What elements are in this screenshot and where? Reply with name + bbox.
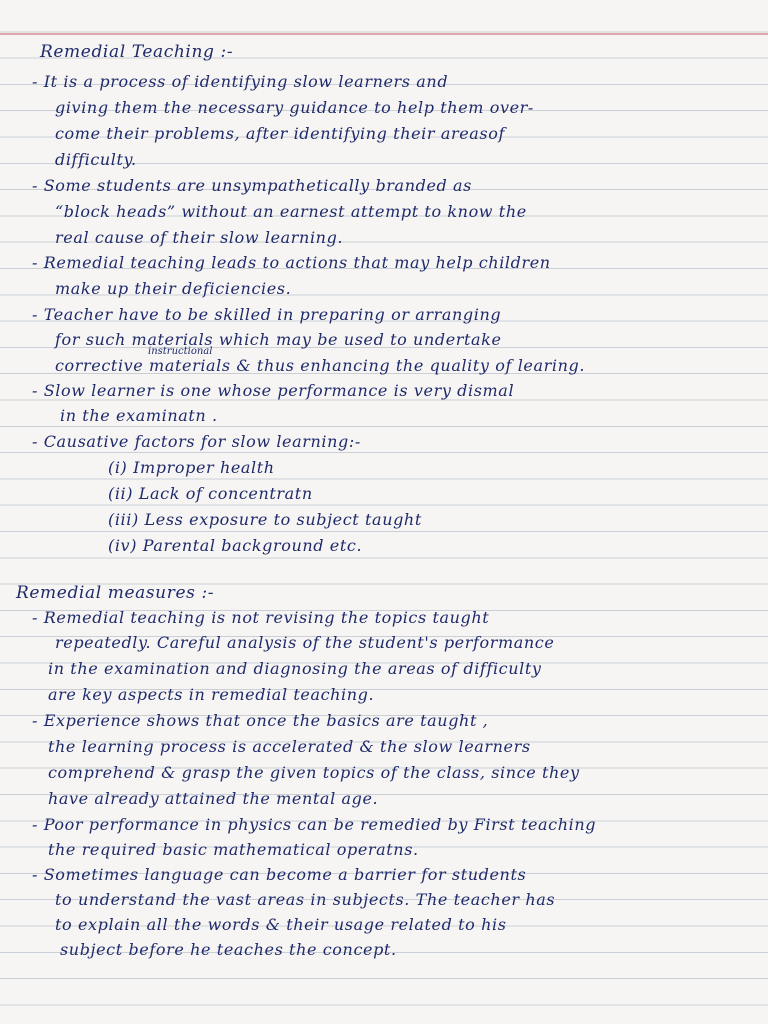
text-line: in the examination and diagnosing the areas of difficulty — [48, 659, 542, 678]
text-line: difficulty. — [55, 150, 137, 169]
text-line: make up their deficiencies. — [55, 279, 292, 298]
text-line: in the examinatn . — [60, 406, 218, 425]
text-line: to explain all the words & their usage related to his — [55, 915, 507, 934]
text-line: are key aspects in remedial teaching. — [48, 685, 375, 704]
text-line: - Some students are unsympathetically branded as — [32, 176, 472, 195]
text-line: to understand the vast areas in subjects. The teacher has — [55, 890, 556, 909]
text-line: - Causative factors for slow learning:- — [32, 432, 361, 451]
causative-factor-item: (ii) Lack of concentratn — [108, 484, 313, 503]
text-line: the learning process is accelerated & the slow learners — [48, 737, 531, 756]
text-line: subject before he teaches the concept. — [60, 940, 397, 959]
text-line: - It is a process of identifying slow learners and — [32, 72, 449, 91]
causative-factor-item: (iii) Less exposure to subject taught — [108, 510, 422, 529]
text-line: for such materials which may be used to undertake — [55, 330, 502, 349]
text-line: corrective materials & thus enhancing the quality of learing. — [55, 356, 586, 375]
heading-remedial-measures: Remedial measures :- — [16, 583, 215, 603]
text-line: “block heads” without an earnest attempt to know the — [55, 202, 527, 221]
text-line: the required basic mathematical operatns. — [48, 840, 419, 859]
text-line: - Teacher have to be skilled in preparing or arranging — [32, 305, 502, 324]
causative-factor-item: (i) Improper health — [108, 458, 275, 477]
margin-line — [0, 33, 768, 35]
text-line: comprehend & grasp the given topics of the class, since they — [48, 763, 580, 782]
text-line: - Sometimes language can become a barrier for students — [32, 865, 527, 884]
text-line: real cause of their slow learning. — [55, 228, 344, 247]
text-line: have already attained the mental age. — [48, 789, 379, 808]
heading-remedial-teaching: Remedial Teaching :- — [40, 42, 234, 62]
text-line: - Remedial teaching leads to actions that may help children — [32, 253, 551, 272]
inserted-word: instructional — [148, 346, 213, 357]
text-line: - Poor performance in physics can be remedied by First teaching — [32, 815, 597, 834]
text-line: - Remedial teaching is not revising the topics taught — [32, 608, 490, 627]
text-line: giving them the necessary guidance to help them over- — [55, 98, 534, 117]
causative-factor-item: (iv) Parental background etc. — [108, 536, 363, 555]
text-line: come their problems, after identifying their areasof — [55, 124, 505, 143]
text-line: - Slow learner is one whose performance is very dismal — [32, 381, 515, 400]
text-line: repeatedly. Careful analysis of the student's performance — [55, 633, 555, 652]
text-line: - Experience shows that once the basics are taught , — [32, 711, 489, 730]
